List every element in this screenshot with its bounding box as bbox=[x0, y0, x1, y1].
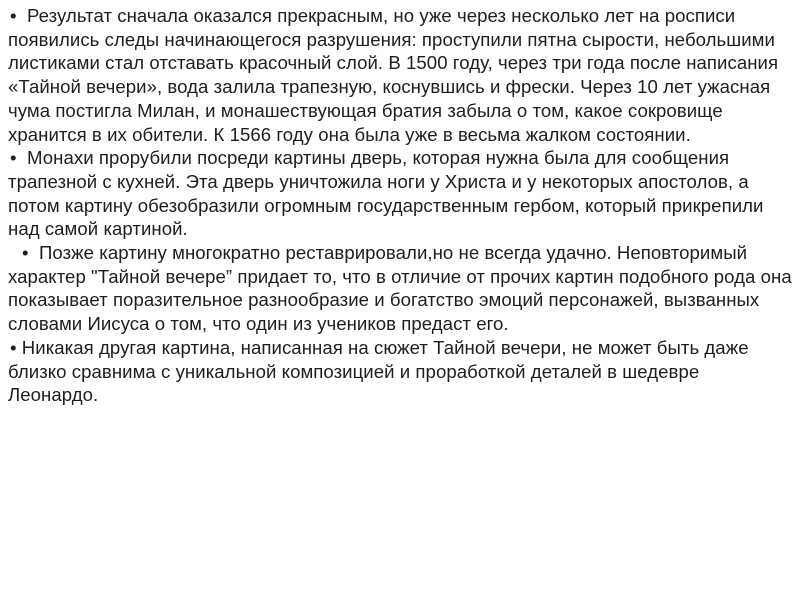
paragraph-4 bbox=[8, 336, 794, 407]
paragraph-text: Никакая другая картина, написанная на сюжет Тайной вечери, не может быть даже близко сравнима с уникальной композицией и проработкой деталей в шедевре Леонардо. bbox=[8, 336, 749, 406]
paragraph-text: Позже картину многократно реставрировали,но не всегда удачно. Неповторимый характер "Тайной вечере” придает то, что в отличие от прочих картин подобного рода она показывает поразительное разнообразие и богатство эмоций персонажей, вызванных словами Иисуса о том, что один из учеников предаст его. bbox=[8, 242, 792, 335]
bullet-marker: • bbox=[10, 147, 17, 169]
paragraph-2 bbox=[8, 146, 794, 241]
paragraph-text: Монахи прорубили посреди картины дверь, которая нужна была для сообщения трапезной с кухней. Эта дверь уничтожила ноги у Христа и у некоторых апостолов, а потом картину обезобразили огромным государственным гербом, который прикрепили над самой картиной. bbox=[8, 147, 764, 240]
bullet-marker: • bbox=[10, 336, 17, 358]
bullet-spacer bbox=[29, 242, 39, 263]
bullet-spacer bbox=[17, 147, 27, 168]
paragraph-3 bbox=[8, 241, 794, 336]
bullet-marker: • bbox=[22, 242, 29, 264]
bullet-marker: • bbox=[10, 5, 17, 26]
bullet-spacer bbox=[17, 5, 27, 26]
text-block bbox=[8, 4, 794, 407]
paragraph-text: Результат сначала оказался прекрасным, но уже через несколько лет на росписи появились следы начинающегося разрушения: проступили пятна сырости, небольшими листиками стал отставать красочный слой. В 1500 году, через три года после написания «Тайной вечери», вода залила трапезную, коснувшись и фрески. Через 10 лет ужасная чума постигла Милан, и монашествующая братия забыла о том, какое сокровище хранится в их обители. К 1566 году она была уже в весьма жалком состоянии. bbox=[8, 5, 779, 145]
paragraph-1 bbox=[8, 4, 794, 146]
